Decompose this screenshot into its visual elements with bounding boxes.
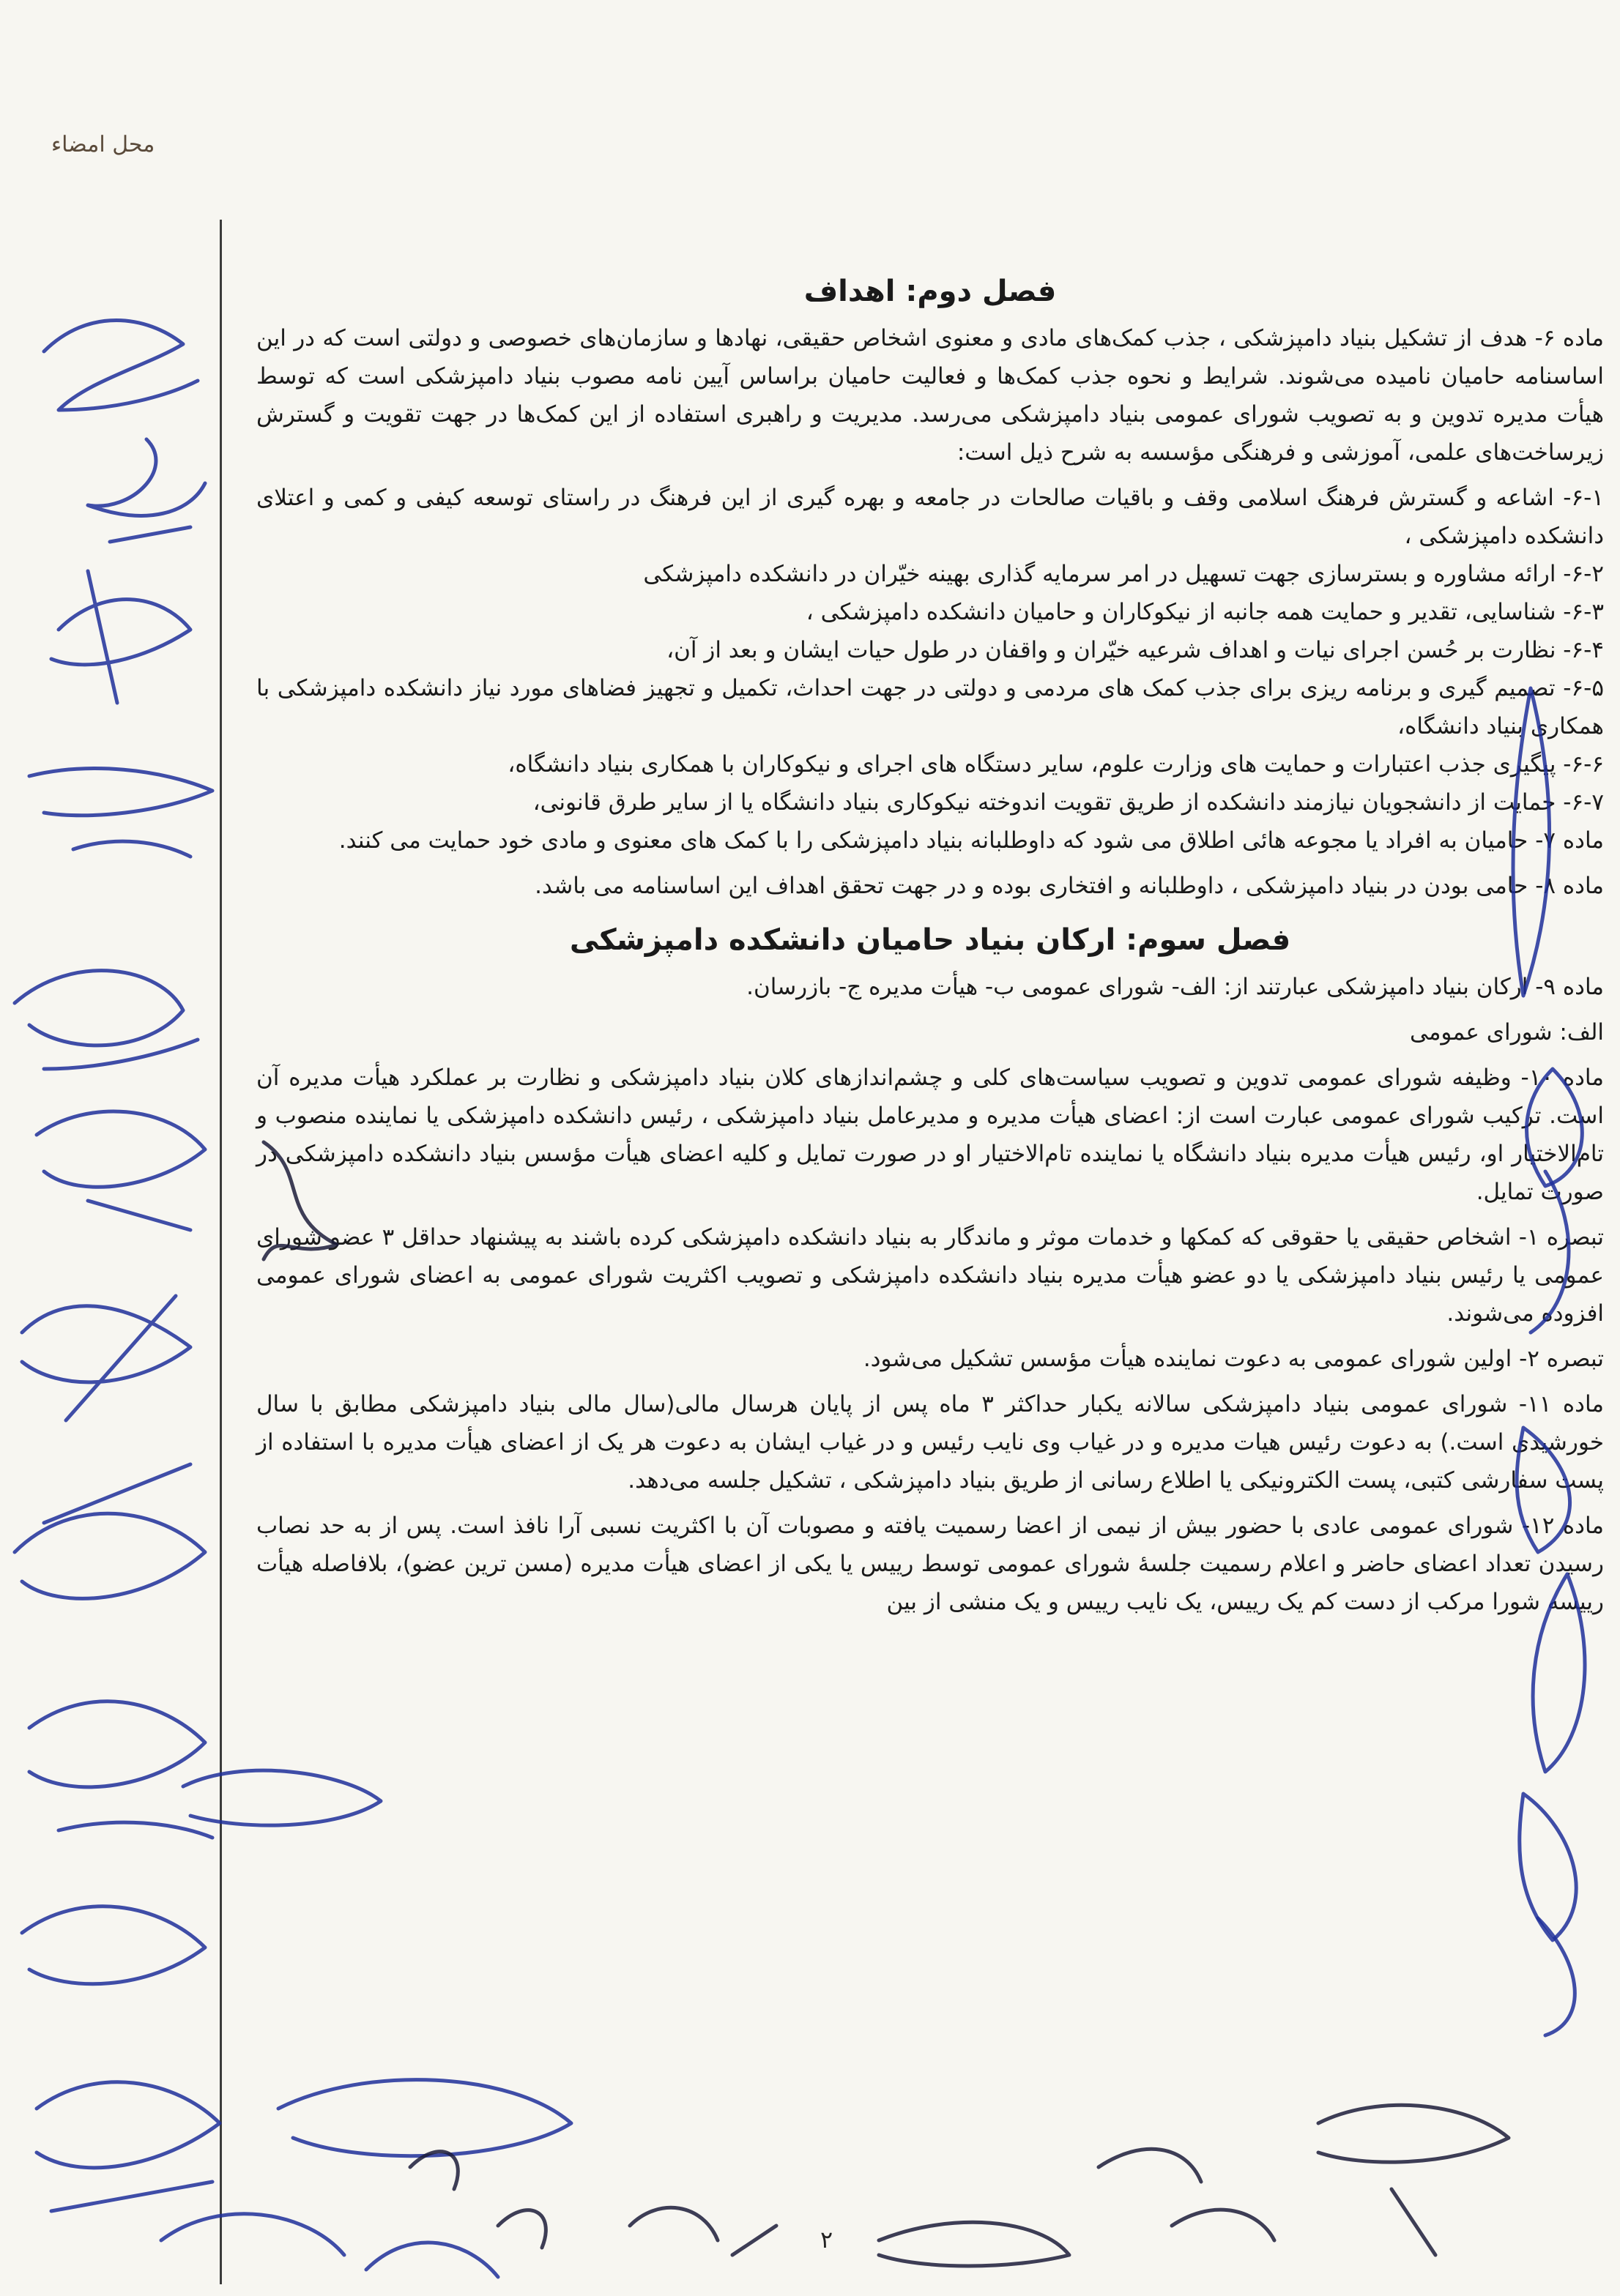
signature: [44, 321, 198, 411]
signature: [37, 1111, 205, 1230]
page-number: ۲: [820, 2226, 833, 2254]
item-6-5: ۶-۵- تصمیم گیری و برنامه ریزی برای جذب کمک های مردمی و دولتی در جهت احداث، تکمیل و تجهیز فضاهای مورد نیاز دانشکده دامپزشکی با همکاری بنیاد دانشگاه،: [256, 675, 1604, 739]
signature: [22, 1296, 190, 1420]
margin-rule: [220, 220, 222, 2284]
article-8: ماده ۸- حامی بودن در بنیاد دامپزشکی ، داوطلبانه و افتخاری بوده و در جهت تحقق اهداف این اساسنامه می باشد.: [535, 873, 1604, 899]
general-council-subheading: الف: شورای عمومی: [1409, 1019, 1604, 1046]
section2-heading: فصل دوم: اهداف: [803, 275, 1057, 308]
signature-margin-label: محل امضاء: [51, 132, 155, 157]
signature: [51, 571, 190, 703]
article-6: ماده ۶- هدف از تشکیل بنیاد دامپزشکی ، جذب کمک‌های مادی و معنوی اشخاص حقیقی، نهادها و سازمان‌های خصوصی و دولتی است که در این اساسنامه حامیان نامیده می‌شوند. شرایط و نحوه جذب کمک‌ها و فعالیت حامیان براساس آیین نامه مصوب بنیاد دامپزشکی است که توسط هیأت مدیره تدوین و به تصویب شورای عمومی بنیاد دامپزشکی می‌رسد. مدیریت و راهبری استفاده از این کمک‌ها در جهت تقویت و گسترش زیرساخت‌های علمی، آموزشی و فرهنگی مؤسسه به شرح ذیل است:: [256, 325, 1605, 466]
article-12: ماده ۱۲- شورای عمومی عادی با حضور بیش از نیمی از اعضا رسمیت یافته و مصوبات آن با اکثریت نسبی آرا نافذ است. پس از به حد نصاب رسیدن تعداد اعضای حاضر و اعلام رسمیت جلسهٔ شورای عمومی توسط رییس یا یکی از اعضای هیأت مدیره (مسن ترین عضو)، بلافاصله هیأت رییسه شورا مرکب از دست کم یک رییس، یک نایب رییس و یک منشی از بین: [256, 1513, 1605, 1615]
signature: [15, 971, 198, 1069]
signature: [37, 2082, 220, 2211]
document-body: [256, 256, 1604, 2277]
section3-heading: فصل سوم: ارکان بنیاد حامیان دانشکده دامپزشکی: [569, 923, 1291, 957]
item-6-6: ۶-۶- پیگیری جذب اعتبارات و حمایت های وزارت علوم، سایر دستگاه های اجرای و نیکوکاران با همکاری بنیاد دانشگاه،: [508, 751, 1604, 778]
item-6-3: ۶-۳- شناسایی، تقدیر و حمایت همه جانبه از نیکوکاران و حامیان دانشکده دامپزشکی ،: [806, 599, 1604, 625]
article-7: ماده ۷- حامیان به افراد یا مجوعه هائی اطلاق می شود که داوطلبانه بنیاد دامپزشکی را با کمک های معنوی و مادی خود حمایت می کنند.: [338, 827, 1604, 854]
note-1: تبصره ۱- اشخاص حقیقی یا حقوقی که کمکها و خدمات موثر و ماندگار به بنیاد دانشکده دامپزشکی کرده باشند به پیشنهاد حداقل ۳ عضو شورای عمومی یا رئیس بنیاد دامپزشکی یا دو عضو هیأت مدیره بنیاد دانشکده دامپزشکی و تصویب اکثریت شورای عمومی به اعضای شورای عمومی افزوده می‌شوند.: [256, 1224, 1604, 1327]
item-6-7: ۶-۷- حمایت از دانشجویان نیازمند دانشکده از طریق تقویت اندوخته نیکوکاری بنیاد دانشگاه یا از سایر طرق قانونی،: [532, 789, 1604, 816]
note-2: تبصره ۲- اولین شورای عمومی به دعوت نماینده هیأت مؤسس تشکیل می‌شود.: [863, 1346, 1604, 1372]
signature: [22, 1906, 205, 1984]
item-6-1: ۶-۱- اشاعه و گسترش فرهنگ اسلامی وقف و باقیات صالحات در جامعه و بهره گیری از این فرهنگ در راستای توسعه کیفی و کمی و اعتلای دانشکده دامپزشکی ،: [256, 485, 1604, 549]
signature: [29, 769, 212, 857]
signature: [15, 1464, 205, 1598]
item-6-2: ۶-۲- ارائه مشاوره و بسترسازی جهت تسهیل در امر سرمایه گذاری بهینه خیّران در دانشکده دامپزشکی: [643, 561, 1604, 587]
article-10: ماده ۱۰- وظیفه شورای عمومی تدوین و تصویب سیاست‌های کلی و چشم‌اندازهای کلان بنیاد دامپزشکی و نظارت بر عملکرد هیأت مدیره آن است. ترکیب شورای عمومی عبارت است از: اعضای هیأت مدیره و مدیرعامل بنیاد دامپزشکی ، رئیس دانشکده دامپزشکی یا نماینده منصوب و تام‌الاختیار او، رئیس هیأت مدیره بنیاد دانشگاه یا نماینده تام‌الاختیار او در صورت تمایل و کلیه اعضای هیأت مؤسس بنیاد دانشکده دامپزشکی در صورت تمایل.: [256, 1065, 1604, 1205]
item-6-4: ۶-۴- نظارت بر حُسن اجرای نیات و اهداف شرعیه خیّران و واقفان در طول حیات ایشان و بعد از آن،: [666, 637, 1604, 663]
signature: [88, 439, 205, 542]
signature: [29, 1702, 212, 1838]
article-11: ماده ۱۱- شورای عمومی بنیاد دامپزشکی سالانه یکبار حداکثر ۳ ماه پس از پایان هرسال مالی(سال مالی بنیاد دامپزشکی مطابق با سال خورشیدی است.) به دعوت رئیس هیات مدیره و در غیاب وی نایب رئیس و در غیاب ایشان به دعوت هر یک از اعضای هیأت مدیره با استفاده از پست سفارشی کتبی، پست الکترونیکی یا اطلاع رسانی از طریق بنیاد دامپزشکی ، تشکیل جلسه می‌دهد.: [256, 1391, 1605, 1494]
article-9: ماده ۹- ارکان بنیاد دامپزشکی عبارتند از: الف- شورای عمومی ب- هیأت مدیره ج- بازرسان.: [746, 974, 1604, 1000]
